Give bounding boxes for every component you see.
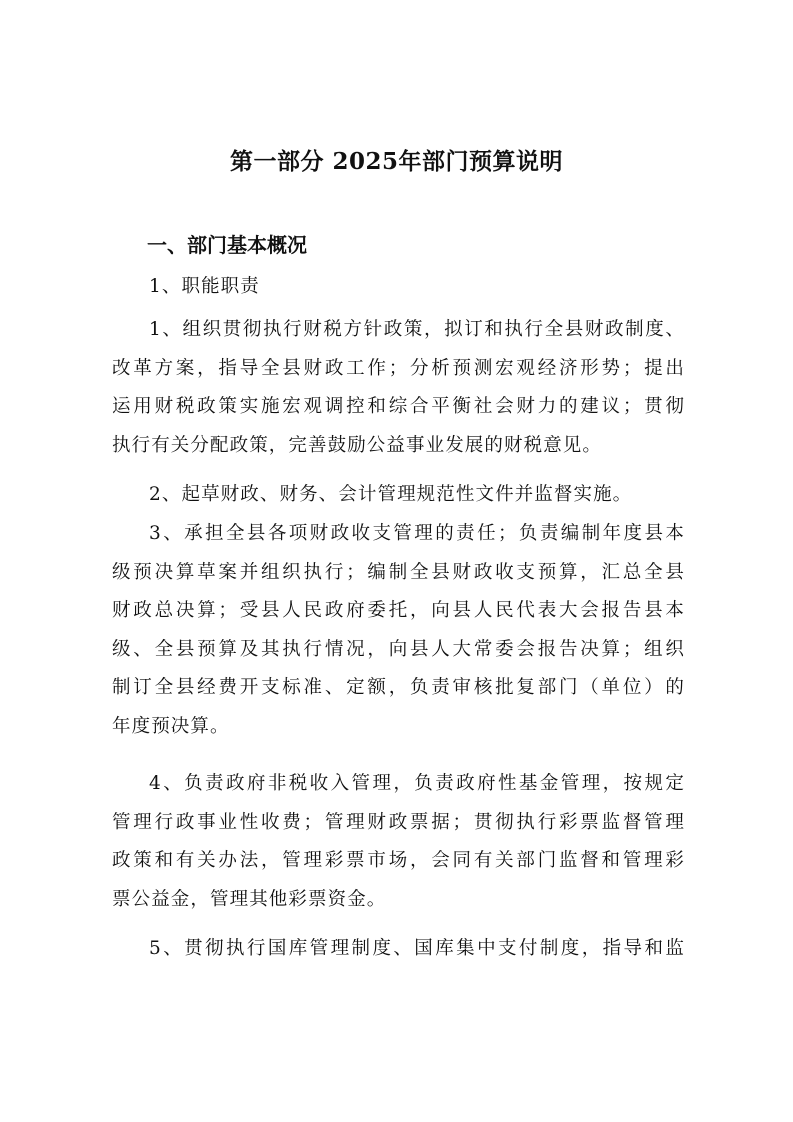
- paragraph-2: [112, 476, 685, 515]
- paragraph-4: [112, 765, 685, 919]
- paragraph-line: 级预决算草案并组织执行；编制全县财政收支预算，汇总全县: [112, 561, 685, 583]
- paragraph-line: 财政总决算；受县人民政府委托，向县人民代表大会报告县本: [112, 600, 685, 621]
- paragraph-line: 政策和有关办法，管理彩票市场，会同有关部门监督和管理彩: [112, 850, 685, 871]
- paragraph-line: 管理行政事业性收费；管理财政票据；贯彻执行彩票监督管理: [112, 811, 685, 833]
- document-title: 第一部分 2025年部门预算说明: [229, 148, 564, 175]
- paragraph-line: 4、负责政府非税收入管理，负责政府性基金管理，按规定: [149, 773, 685, 794]
- paragraph-line: 执行有关分配政策，完善鼓励公益事业发展的财税意见。: [112, 434, 603, 456]
- section-heading: 一、部门基本概况: [147, 233, 307, 257]
- paragraph-line: 1、组织贯彻执行财税方针政策，拟订和执行全县财政制度、: [149, 319, 685, 340]
- paragraph-1: [112, 311, 685, 465]
- paragraph-line: 年度预决算。: [112, 715, 230, 737]
- paragraph-line: 3、承担全县各项财政收支管理的责任；负责编制年度县本: [149, 523, 685, 544]
- paragraph-line: 5、贯彻执行国库管理制度、国库集中支付制度，指导和监: [149, 938, 685, 959]
- paragraph-line: 改革方案，指导全县财政工作；分析预测宏观经济形势；提出: [112, 357, 685, 379]
- paragraph-5: [112, 930, 685, 969]
- paragraph-3: [112, 515, 685, 746]
- paragraph-line: 制订全县经费开支标准、定额，负责审核批复部门（单位）的: [112, 677, 685, 698]
- paragraph-line: 票公益金，管理其他彩票资金。: [112, 888, 387, 910]
- subsection-label: 1、职能职责: [149, 276, 260, 297]
- subsection-label-block: [112, 268, 685, 307]
- paragraph-line: 2、起草财政、财务、会计管理规范性文件并监督实施。: [149, 484, 633, 505]
- paragraph-line: 级、全县预算及其执行情况，向县人大常委会报告决算；组织: [112, 638, 685, 660]
- paragraph-line: 运用财税政策实施宏观调控和综合平衡社会财力的建议；贯彻: [112, 396, 685, 417]
